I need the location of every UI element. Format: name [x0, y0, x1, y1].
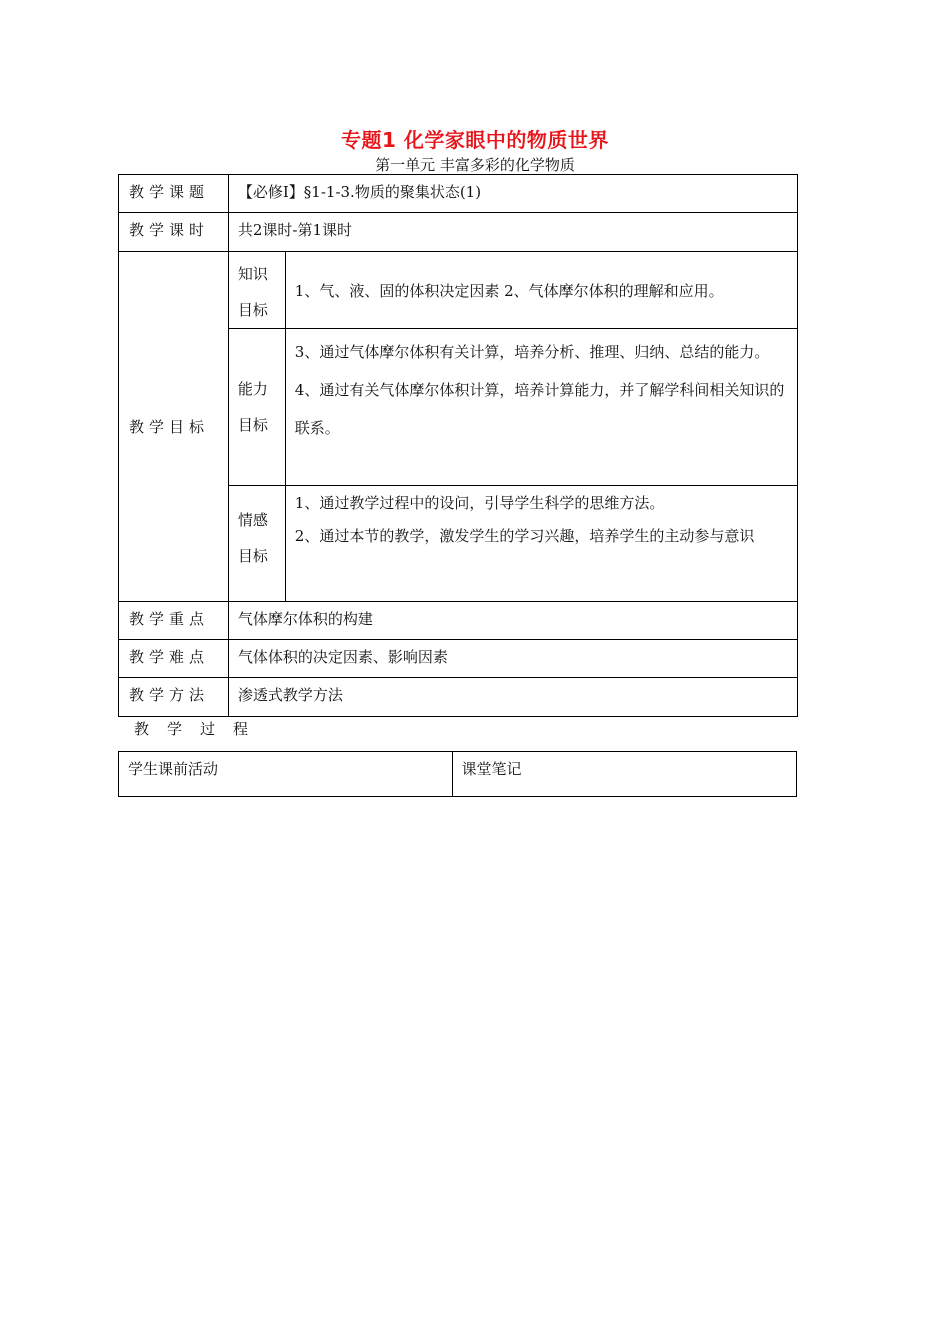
table-row — [119, 602, 798, 640]
table-row — [119, 175, 798, 213]
table-row — [119, 752, 797, 797]
goals-label: 教学目标 — [119, 252, 229, 602]
emotion-goal-item: 1、通过教学过程中的设问，引导学生科学的思维方法。 — [294, 494, 665, 512]
ability-goal-content — [285, 329, 797, 486]
table-row — [119, 213, 798, 252]
lesson-plan-table — [118, 174, 798, 717]
document-subtitle: 第一单元 丰富多彩的化学物质 — [375, 156, 575, 174]
key-point-label: 教学重点 — [119, 602, 229, 640]
emotion-goal-content — [285, 486, 797, 602]
ability-label-line1: 能力 — [237, 380, 268, 398]
method-label: 教学方法 — [119, 678, 229, 717]
knowledge-goal-content: 1、气、液、固的体积决定因素 2、气体摩尔体积的理解和应用。 — [285, 252, 797, 329]
emotion-label-line2: 目标 — [237, 547, 268, 565]
hours-value: 共2课时-第1课时 — [228, 213, 797, 252]
ability-goal-item: 3、通过气体摩尔体积有关计算，培养分析、推理、归纳、总结的能力。 — [294, 343, 770, 361]
knowledge-label-line1: 知识 — [237, 265, 268, 283]
process-heading: 教学过程 — [134, 720, 267, 738]
emotion-goal-item: 2、通过本节的教学，激发学生的学习兴趣，培养学生的主动参与意识 — [294, 527, 755, 545]
difficulty-value: 气体体积的决定因素、影响因素 — [228, 640, 797, 678]
emotion-goal-label — [228, 486, 285, 602]
topic-value: 【必修Ⅰ】§1-1-3.物质的聚集状态(1) — [228, 175, 797, 213]
emotion-label-line1: 情感 — [237, 511, 268, 529]
key-point-value: 气体摩尔体积的构建 — [228, 602, 797, 640]
ability-label-line2: 目标 — [237, 416, 268, 434]
knowledge-goal-label — [228, 252, 285, 329]
ability-goal-item: 4、通过有关气体摩尔体积计算，培养计算能力，并了解学科间相关知识的联系。 — [294, 381, 785, 437]
table-row — [119, 252, 798, 329]
class-notes-header: 课堂笔记 — [452, 752, 797, 797]
table-row — [119, 640, 798, 678]
document-title: 专题1 化学家眼中的物质世界 — [341, 128, 609, 152]
knowledge-label-line2: 目标 — [237, 301, 268, 319]
hours-label: 教学课时 — [119, 213, 229, 252]
table-row — [119, 678, 798, 717]
topic-label: 教学课题 — [119, 175, 229, 213]
method-value: 渗透式教学方法 — [228, 678, 797, 717]
ability-goal-label — [228, 329, 285, 486]
student-activity-header: 学生课前活动 — [119, 752, 453, 797]
process-table — [118, 751, 797, 797]
difficulty-label: 教学难点 — [119, 640, 229, 678]
